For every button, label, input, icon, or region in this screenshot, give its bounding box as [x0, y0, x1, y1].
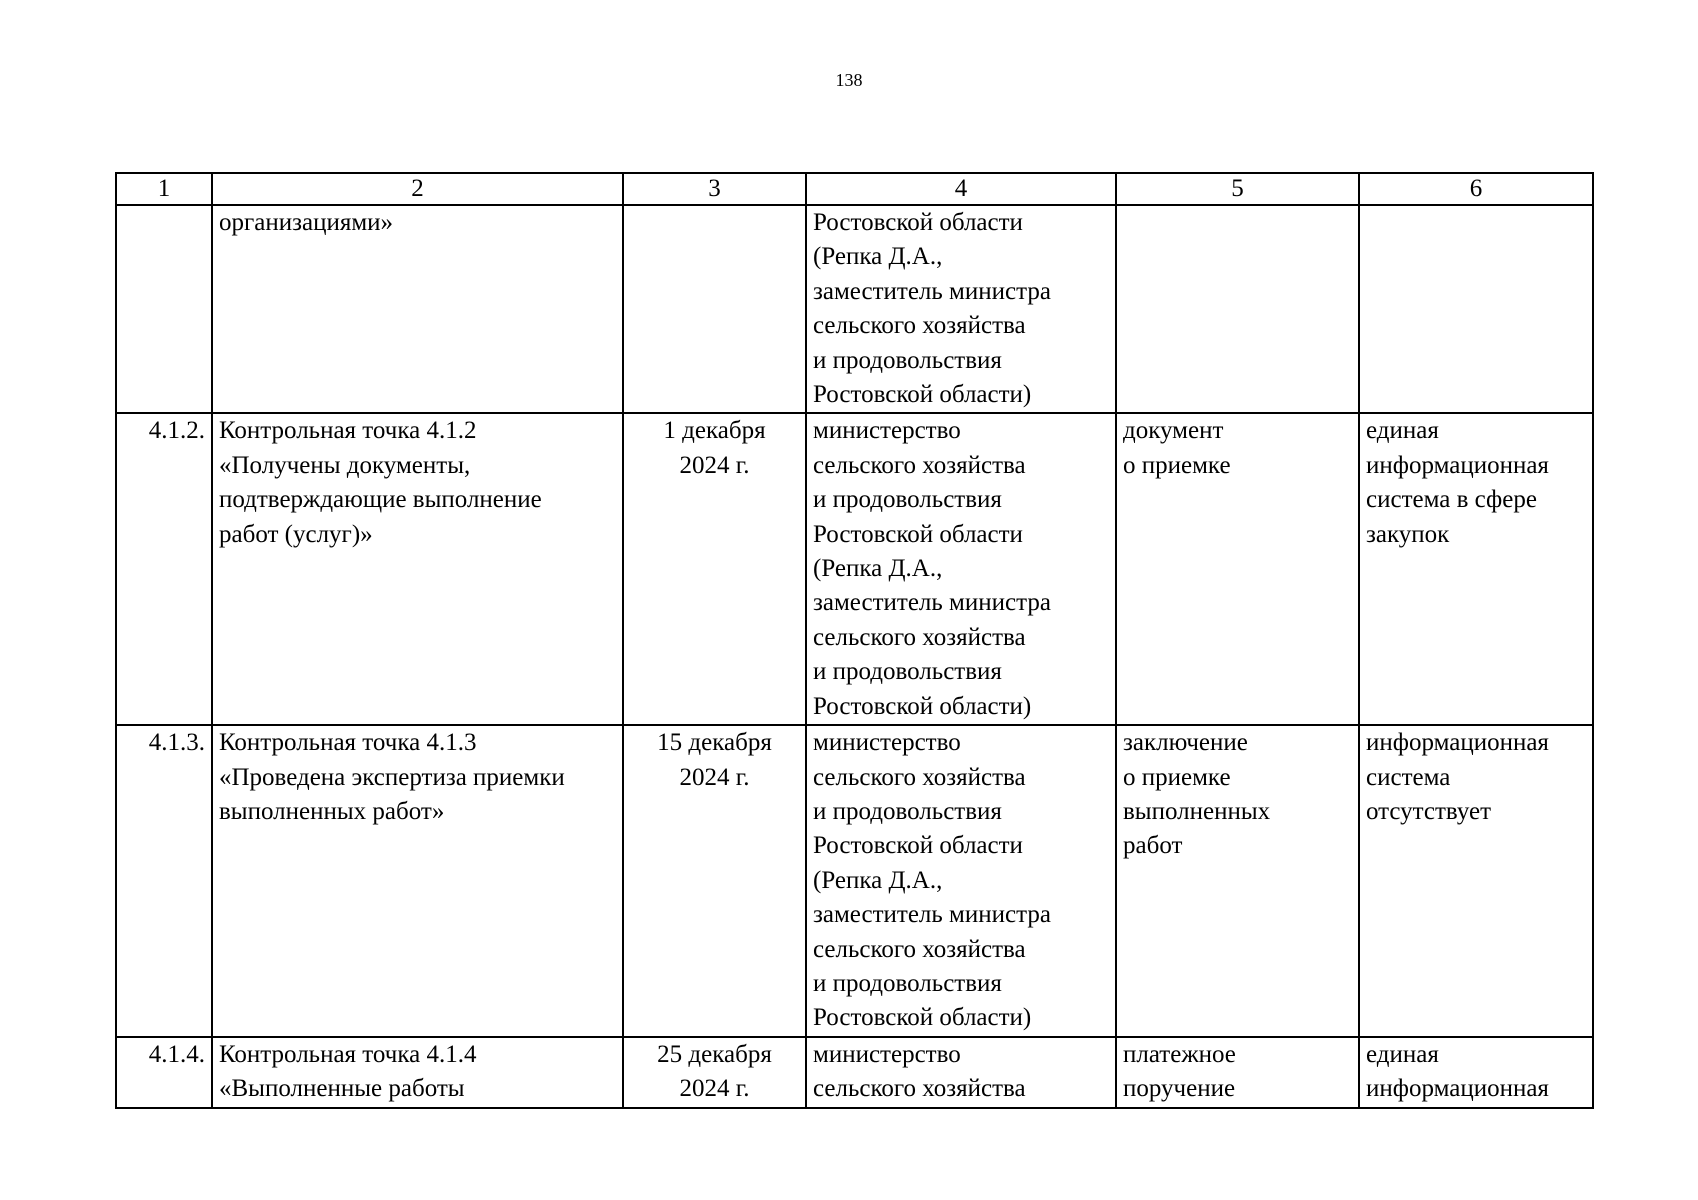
system-cell — [1359, 205, 1593, 413]
table-row — [116, 413, 1593, 725]
responsible-cell: министерство сельского хозяйства и продовольствия Ростовской области (Репка Д.А., заместитель министра сельского хозяйства и продовольствия Ростовской области) — [806, 725, 1116, 1037]
table-row — [116, 725, 1593, 1037]
document-cell — [1116, 205, 1359, 413]
control-points-table — [115, 172, 1594, 1109]
date-cell — [623, 205, 806, 413]
document-cell: документ о приемке — [1116, 413, 1359, 725]
date-cell: 25 декабря 2024 г. — [623, 1037, 806, 1108]
date-cell: 15 декабря 2024 г. — [623, 725, 806, 1037]
row-number-cell: 4.1.4. — [116, 1037, 212, 1108]
responsible-cell: министерство сельского хозяйства — [806, 1037, 1116, 1108]
responsible-cell: министерство сельского хозяйства и продовольствия Ростовской области (Репка Д.А., заместитель министра сельского хозяйства и продовольствия Ростовской области) — [806, 413, 1116, 725]
column-header-3: 3 — [623, 173, 806, 205]
title-cell: Контрольная точка 4.1.4 «Выполненные работы — [212, 1037, 623, 1108]
title-cell: Контрольная точка 4.1.3 «Проведена экспертиза приемки выполненных работ» — [212, 725, 623, 1037]
column-header-5: 5 — [1116, 173, 1359, 205]
document-cell: платежное поручение — [1116, 1037, 1359, 1108]
table-header-row — [116, 173, 1593, 205]
row-number-cell: 4.1.2. — [116, 413, 212, 725]
column-header-1: 1 — [116, 173, 212, 205]
page-number: 138 — [835, 70, 863, 90]
responsible-cell: Ростовской области (Репка Д.А., заместитель министра сельского хозяйства и продовольствия Ростовской области) — [806, 205, 1116, 413]
system-cell: единая информационная — [1359, 1037, 1593, 1108]
row-number-cell — [116, 205, 212, 413]
row-number-cell: 4.1.3. — [116, 725, 212, 1037]
column-header-4: 4 — [806, 173, 1116, 205]
title-cell: Контрольная точка 4.1.2 «Получены документы, подтверждающие выполнение работ (услуг)» — [212, 413, 623, 725]
system-cell: информационная система отсутствует — [1359, 725, 1593, 1037]
date-cell: 1 декабря 2024 г. — [623, 413, 806, 725]
column-header-6: 6 — [1359, 173, 1593, 205]
title-cell: организациями» — [212, 205, 623, 413]
column-header-2: 2 — [212, 173, 623, 205]
document-cell: заключение о приемке выполненных работ — [1116, 725, 1359, 1037]
system-cell: единая информационная система в сфере закупок — [1359, 413, 1593, 725]
table-row — [116, 205, 1593, 413]
table-row — [116, 1037, 1593, 1108]
